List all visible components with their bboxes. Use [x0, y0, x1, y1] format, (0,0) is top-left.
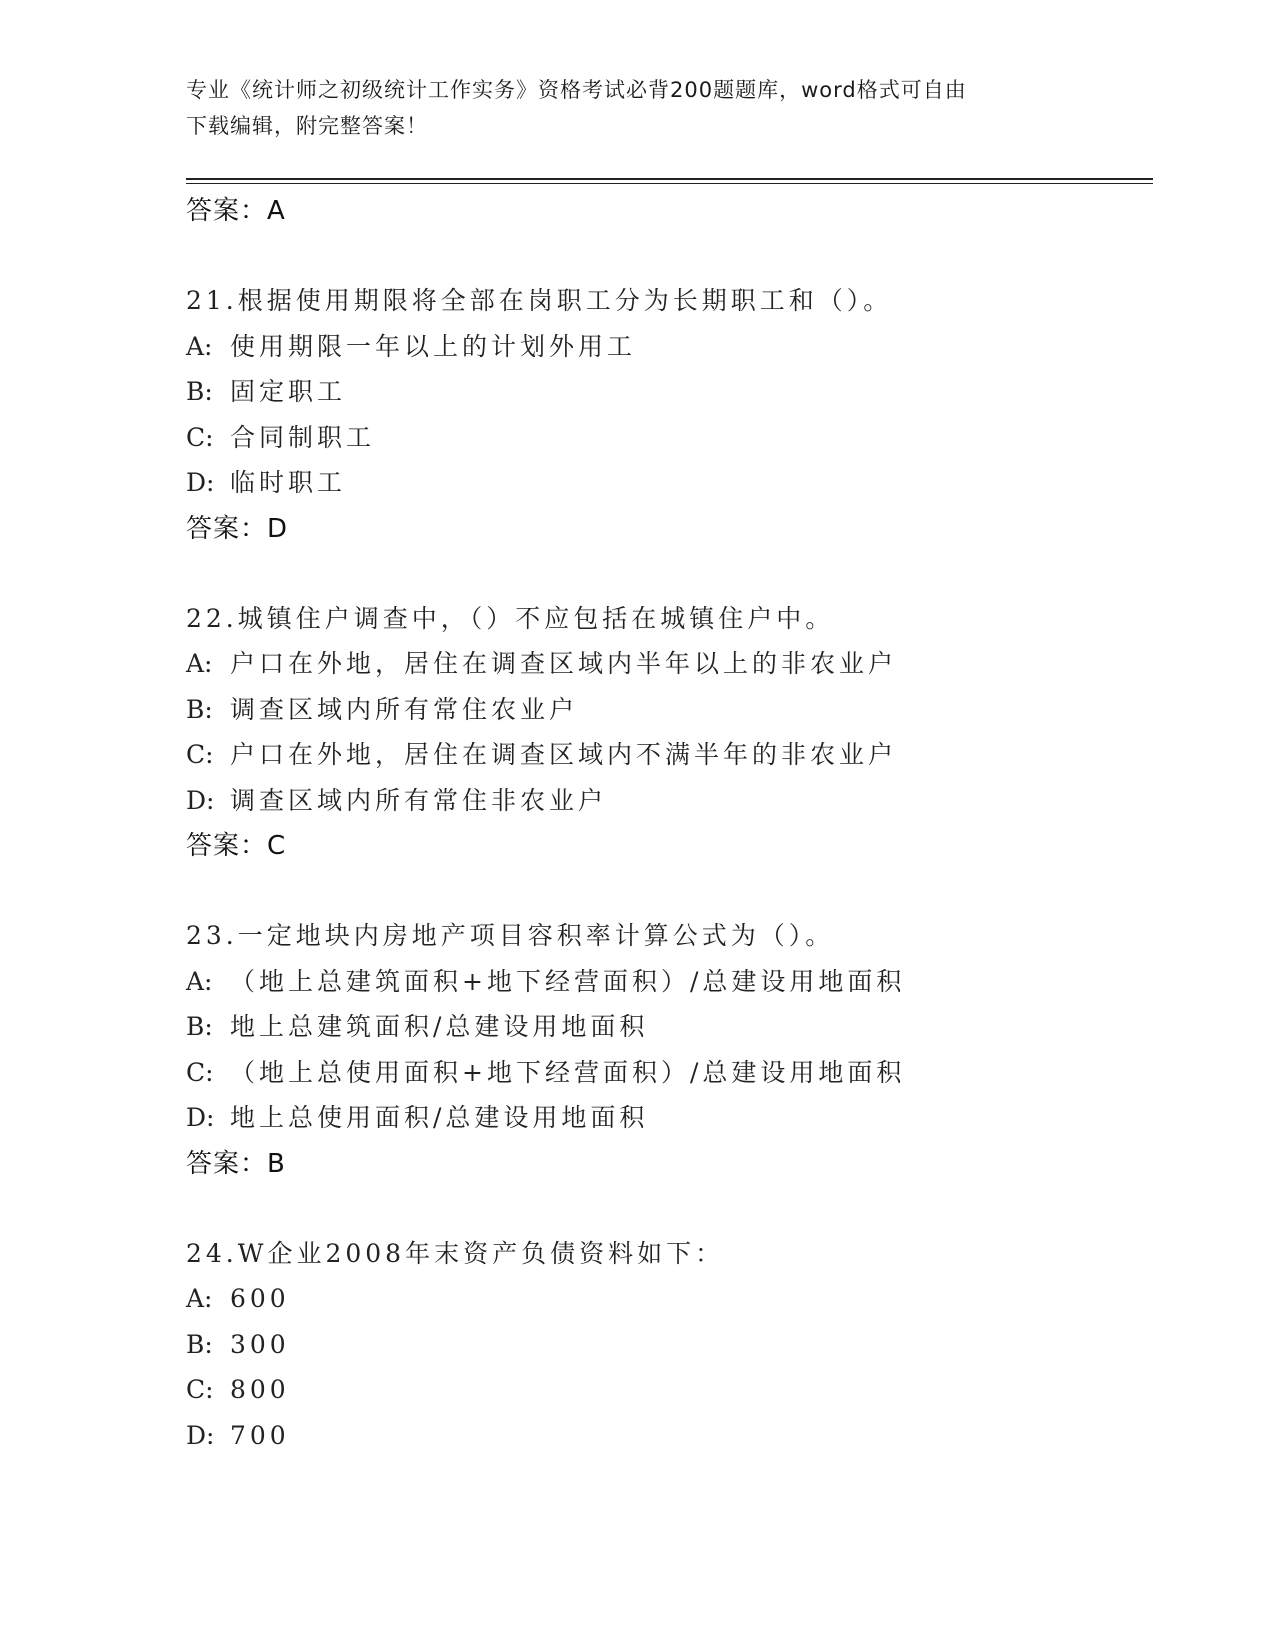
- question-24: [186, 1231, 1153, 1459]
- option-letter: B:: [186, 1012, 213, 1041]
- option-text: 户口在外地，居住在调查区域内半年以上的非农业户: [230, 649, 898, 678]
- option-c: [186, 415, 1153, 461]
- previous-answer: [186, 188, 1153, 234]
- header-line-1: 专业《统计师之初级统计工作实务》资格考试必背200题题库，word格式可自由: [186, 78, 967, 102]
- header-rule-thin: [186, 183, 1153, 184]
- option-a: [186, 641, 1153, 687]
- option-letter: A:: [186, 649, 213, 678]
- question-stem: 24.W企业2008年末资产负债资料如下：: [186, 1238, 725, 1268]
- answer: [186, 1141, 1153, 1187]
- option-text: 合同制职工: [230, 422, 376, 452]
- option-letter: A:: [186, 1284, 213, 1313]
- option-text: 临时职工: [230, 468, 347, 497]
- question-23: [186, 913, 1153, 1187]
- answer-label: 答案：: [186, 513, 268, 544]
- question-stem: 21.根据使用期限将全部在岗职工分为长期职工和（）。: [186, 286, 893, 315]
- header-rule-thick: [186, 178, 1153, 180]
- option-text: 调查区域内所有常住农业户: [230, 694, 579, 724]
- option-text: 使用期限一年以上的计划外用工: [230, 331, 637, 361]
- option-b: [186, 1004, 1153, 1050]
- option-letter: C:: [186, 1057, 214, 1087]
- question-21: [186, 278, 1153, 552]
- option-text: 300: [230, 1329, 290, 1359]
- option-text: 调查区域内所有常住非农业户: [230, 785, 608, 815]
- option-d: [186, 778, 1153, 824]
- option-letter: B:: [186, 694, 213, 724]
- option-letter: C:: [186, 740, 214, 769]
- option-text: （地上总使用面积+地下经营面积）/总建设用地面积: [230, 1057, 906, 1087]
- option-letter: A:: [186, 966, 213, 996]
- option-c: [186, 732, 1153, 778]
- option-a: [186, 1276, 1153, 1322]
- question-22: [186, 596, 1153, 870]
- option-letter: B:: [186, 1329, 213, 1359]
- answer-label: 答案：: [186, 1148, 268, 1179]
- option-letter: C:: [186, 422, 214, 452]
- option-text: 800: [230, 1375, 290, 1404]
- option-text: 700: [230, 1420, 290, 1450]
- question-list: [186, 188, 1153, 1458]
- header-line-2: 下载编辑，附完整答案！: [186, 114, 428, 138]
- option-c: [186, 1367, 1153, 1413]
- question-stem: 23.一定地块内房地产项目容积率计算公式为（）。: [186, 921, 835, 950]
- answer-value: B: [267, 1148, 286, 1179]
- option-a: [186, 959, 1153, 1005]
- option-letter: A:: [186, 331, 213, 361]
- answer-value: A: [267, 196, 286, 226]
- page-header: [186, 72, 1066, 144]
- option-letter: D:: [186, 468, 215, 497]
- option-text: 地上总建筑面积/总建设用地面积: [230, 1012, 649, 1041]
- option-d: [186, 1413, 1153, 1459]
- option-letter: C:: [186, 1375, 214, 1404]
- answer-value: D: [267, 513, 289, 544]
- option-b: [186, 1322, 1153, 1368]
- option-b: [186, 687, 1153, 733]
- option-a: [186, 324, 1153, 370]
- option-letter: B:: [186, 377, 213, 406]
- option-text: 固定职工: [230, 377, 347, 406]
- option-letter: D:: [186, 1420, 215, 1450]
- answer: [186, 823, 1153, 869]
- answer-value: C: [267, 831, 287, 861]
- answer-label: 答案：: [186, 196, 268, 226]
- answer-label: 答案：: [186, 831, 268, 861]
- option-c: [186, 1050, 1153, 1096]
- option-text: 地上总使用面积/总建设用地面积: [230, 1103, 649, 1132]
- option-d: [186, 1095, 1153, 1141]
- option-b: [186, 369, 1153, 415]
- option-text: （地上总建筑面积+地下经营面积）/总建设用地面积: [230, 966, 906, 996]
- answer: [186, 506, 1153, 552]
- option-text: 户口在外地，居住在调查区域内不满半年的非农业户: [230, 740, 898, 769]
- option-letter: D:: [186, 785, 215, 815]
- question-stem: 22.城镇住户调查中，（）不应包括在城镇住户中。: [186, 603, 835, 633]
- option-d: [186, 460, 1153, 506]
- option-letter: D:: [186, 1103, 215, 1132]
- option-text: 600: [230, 1284, 290, 1313]
